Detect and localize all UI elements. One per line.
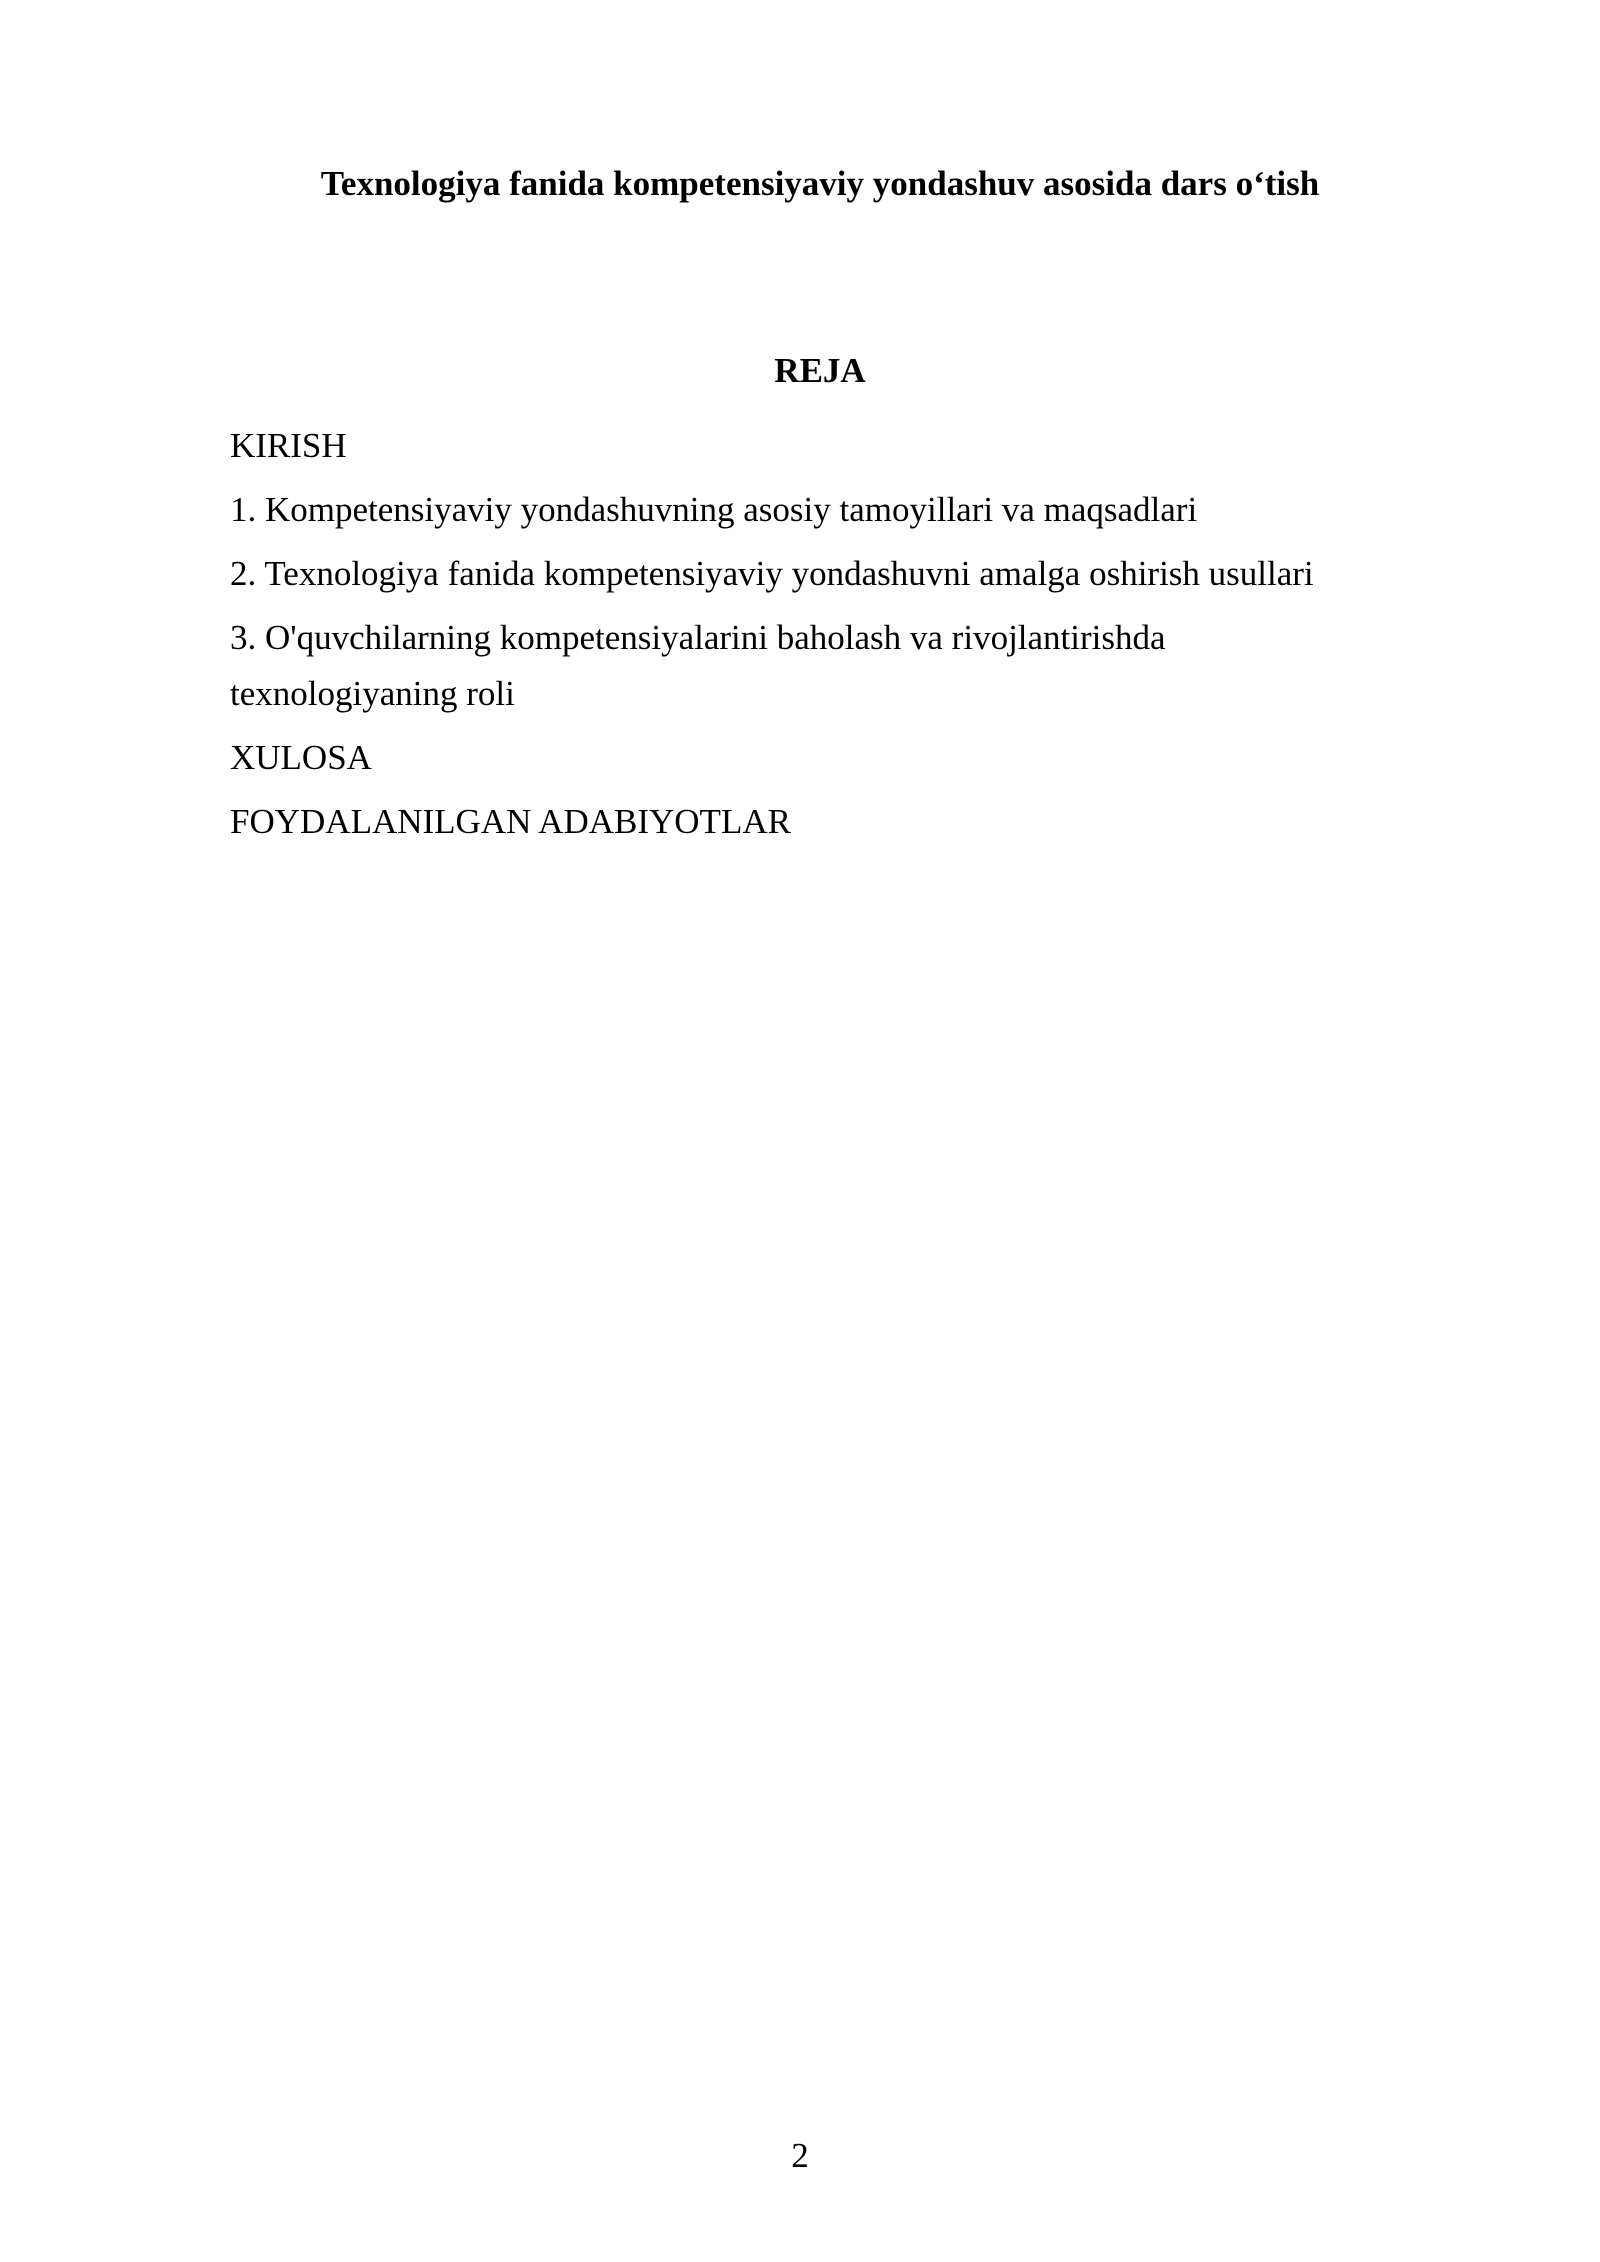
- toc-item-text: 1. Kompetensiyaviy yondashuvning asosiy tamoyillari va maqsadlari: [230, 490, 1198, 529]
- toc-item-text: FOYDALANILGAN ADABIYOTLAR: [230, 802, 791, 841]
- plan-heading: REJA: [774, 351, 866, 390]
- toc-item-introduction: [230, 418, 1410, 474]
- toc-item-2: [230, 546, 1410, 602]
- toc-item-text: 3. O'quvchilarning kompetensiyalarini baholash va rivojlantirishda: [230, 618, 1166, 657]
- toc-item-text: KIRISH: [230, 426, 347, 465]
- toc-item-1: [230, 482, 1410, 538]
- toc-item-conclusion: [230, 730, 1410, 786]
- toc-item-references: [230, 794, 1410, 850]
- toc-item-text: 2. Texnologiya fanida kompetensiyaviy yondashuvni amalga oshirish usullari: [230, 554, 1314, 593]
- toc-item-text: XULOSA: [230, 738, 372, 777]
- document-title: Texnologiya fanida kompetensiyaviy yondashuv asosida dars o‘tish: [320, 164, 1320, 203]
- toc-item-3: [230, 610, 1410, 722]
- page-number: 2: [791, 2136, 809, 2175]
- toc-item-text-continued: texnologiyaning roli: [230, 674, 515, 713]
- table-of-contents: [230, 418, 1410, 858]
